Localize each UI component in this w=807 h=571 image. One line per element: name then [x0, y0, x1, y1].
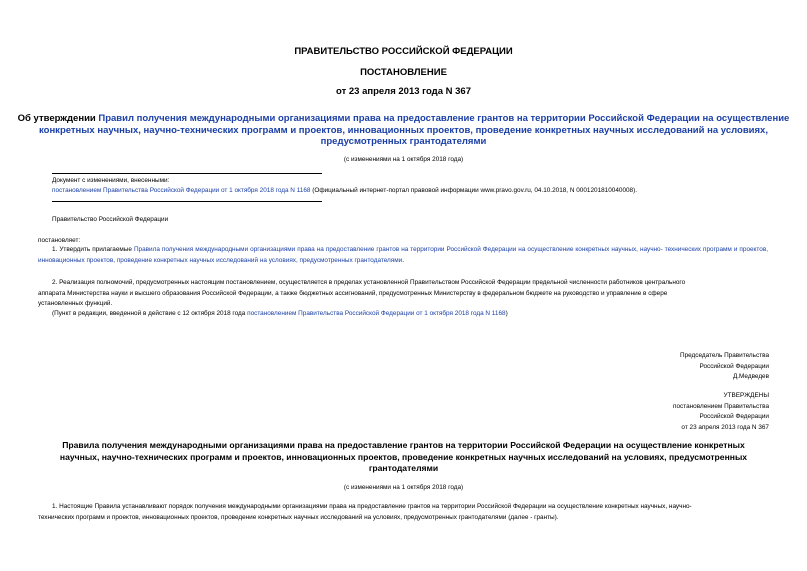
- p2-note-link[interactable]: постановлением Правительства Российской Федерации от 1 октября 2018 года N 1168: [247, 310, 506, 317]
- p2-note-suffix: ): [505, 310, 508, 317]
- approved-block: [673, 391, 769, 433]
- rules-title-link[interactable]: Правил получения международными организациями права на предоставление грантов на территории Российской Федерации на осуществление: [98, 113, 790, 124]
- approved-rules-link-cont[interactable]: технических программ и проектов, инновационных проектов, проведение конкретных научных исследований на условиях, предусмотренных грантодателями: [38, 246, 769, 264]
- rules-amendment-note: (с изменениями на 1 октября 2018 года): [343, 484, 464, 491]
- rules-paragraph-1: [38, 502, 768, 523]
- paragraph-1: [38, 245, 768, 266]
- approved-rules-link[interactable]: Правила получения международными организациями права на предоставление грантов на территории Российской Федерации на осуществление конкретных научных, научно-: [133, 246, 663, 253]
- government-heading: ПРАВИТЕЛЬСТВО РОССИЙСКОЙ ФЕДЕРАЦИИ: [294, 46, 513, 57]
- doc-type-heading: ПОСТАНОВЛЕНИЕ: [360, 67, 447, 78]
- p2-note-prefix: (Пункт в редакции, введенной в действие с 12 октября 2018 года: [52, 310, 248, 317]
- publication-source: (Официальный интернет-портал правовой информации www.pravo.gov.ru, 04.10.2018, N 0001201810040008).: [310, 187, 638, 194]
- rules-p1-line2: технических программ и проектов, инновационных проектов, проведение конкретных научных исследований на условиях, предусмотренных грантодателями (далее - гранты).: [38, 513, 559, 521]
- signature-name: Д.Медведев: [732, 373, 769, 380]
- changes-label: Документ с изменениями, внесенными:: [52, 177, 170, 184]
- signature-block: [680, 351, 769, 383]
- divider-top: [52, 173, 322, 174]
- rules-title-link-line3[interactable]: предусмотренных грантодателями: [320, 136, 487, 147]
- paragraph-2: [38, 278, 768, 310]
- signature-position: Председатель Правительства: [680, 352, 769, 359]
- title-prefix: Об утверждении: [17, 113, 99, 124]
- decides: постановляет:: [38, 237, 81, 244]
- rules-heading-line1: Правила получения международными организациями права на предоставление грантов на территории Российской Федерации на осуществление конкретных: [62, 440, 745, 450]
- doc-date: от 23 апреля 2013 года N 367: [336, 86, 471, 97]
- rules-p1-line1: 1. Настоящие Правила устанавливают порядок получения международными организациями права на предоставление грантов на территории Российской Федерации на осуществление конкретных научных, научно-: [52, 503, 692, 510]
- rules-heading-line2: научных, научно-технических программ и проектов, инновационных проектов, проведение конкретных научных исследований на условиях, предусмотренных: [59, 451, 748, 462]
- changes-line: [52, 186, 637, 196]
- p1-prefix: 1. Утвердить прилагаемые: [52, 246, 134, 253]
- rules-heading-line3: грантодателями: [368, 463, 439, 473]
- amendment-note: (с изменениями на 1 октября 2018 года): [343, 156, 464, 163]
- approved-date: от 23 апреля 2013 года N 367: [681, 423, 769, 431]
- approved-by: постановлением Правительства: [673, 402, 769, 410]
- p2-line1: 2. Реализация полномочий, предусмотренных настоящим постановлением, осуществляется в пределах установленной Правительством Российской Федерации предельной численности работников центрального: [52, 279, 686, 286]
- p1-suffix: .: [402, 256, 404, 264]
- approved-label: УТВЕРЖДЕНЫ: [723, 392, 769, 399]
- approved-country: Российской Федерации: [699, 413, 769, 420]
- rules-heading: [0, 440, 807, 475]
- amending-decree-link[interactable]: постановлением Правительства Российской Федерации от 1 октября 2018 года N 1168: [52, 187, 311, 194]
- document-title: [0, 113, 807, 148]
- signature-country: Российской Федерации: [699, 362, 769, 370]
- issuer: Правительство Российской Федерации: [52, 216, 169, 223]
- p2-line3: установленных функций.: [38, 300, 113, 307]
- p2-line2: аппарата Министерства науки и высшего образования Российской Федерации, а также бюджетных ассигнований, предусмотренных Министерству в федеральном бюджете на руководство и управление в сфере: [38, 289, 668, 297]
- divider-bottom: [52, 201, 322, 202]
- rules-title-link-line2[interactable]: конкретных научных, научно-технических программ и проектов, инновационных проектов, проведение конкретных научных исследований на условиях,: [39, 124, 768, 136]
- p2-edit-note: [52, 309, 508, 319]
